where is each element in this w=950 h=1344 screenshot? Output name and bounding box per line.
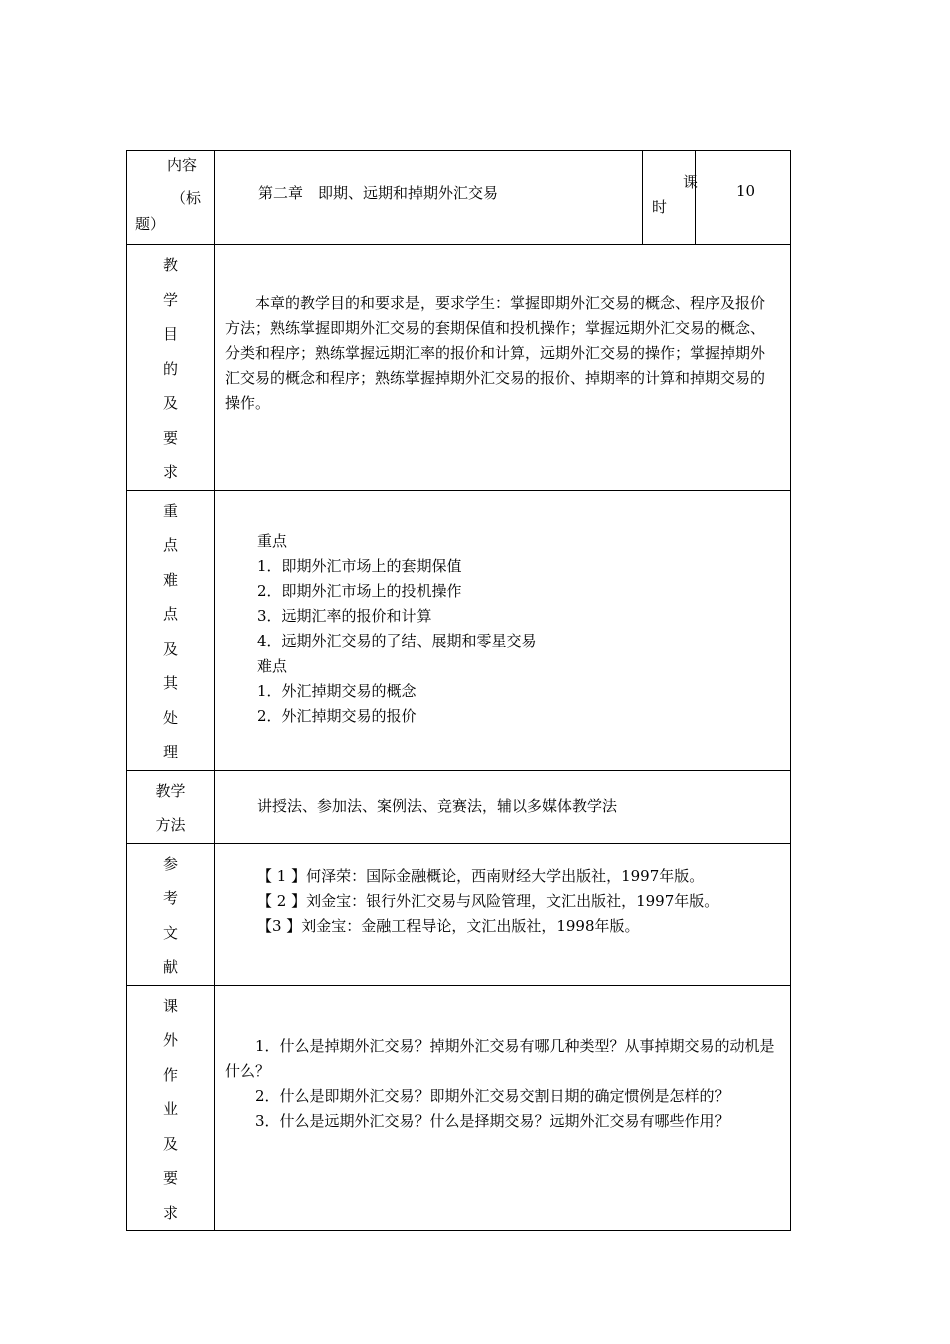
homework-label-char: 要 <box>162 1169 178 1187</box>
reference-item: 【 1 】何泽荣：国际金融概论，西南财经大学出版社，1997年版。 <box>257 866 705 885</box>
reference-item: 【 2 】刘金宝：银行外汇交易与风险管理，文汇出版社，1997年版。 <box>257 891 720 910</box>
references-label-char: 文 <box>162 923 178 942</box>
header-row <box>127 151 791 245</box>
hours-label-bottom: 时 <box>652 198 668 216</box>
key-points-label <box>127 490 215 770</box>
focus-heading: 重点 <box>257 531 288 550</box>
key-points-label-char: 处 <box>162 708 178 727</box>
objectives-label-char: 的 <box>162 359 178 378</box>
objectives-row <box>127 245 791 491</box>
objectives-label <box>127 245 215 491</box>
key-points-label-char: 点 <box>162 536 178 554</box>
content-label-line1: 内容 <box>167 156 198 174</box>
references-label <box>127 843 215 985</box>
key-points-label-char: 点 <box>162 605 178 623</box>
methods-label-line2: 方法 <box>155 816 186 834</box>
homework-label <box>127 985 215 1231</box>
chapter-title-cell <box>215 151 643 245</box>
homework-label-char: 课 <box>162 996 178 1015</box>
difficulty-item: 2．外汇掉期交易的报价 <box>257 706 417 725</box>
objectives-label-char: 学 <box>162 290 178 309</box>
homework-label-char: 业 <box>162 1100 178 1118</box>
key-points-label-char: 难 <box>162 570 178 589</box>
hours-value: 10 <box>736 182 756 200</box>
hours-label-top: 课 <box>683 173 699 191</box>
methods-label-line1: 教学 <box>155 781 186 800</box>
methods-label <box>127 770 215 843</box>
objectives-text: 本章的教学目的和要求是，要求学生：掌握即期外汇交易的概念、程序及报价方法；熟练掌握即期外汇交易的套期保值和投机操作；掌握远期外汇交易的概念、分类和程序；熟练掌握远期汇率的报价和计算，远期外汇交易的操作；掌握掉期外汇交易的概念和程序；熟练掌握掉期外汇交易的报价、掉期率的计算和掉期交易的操作。 <box>225 294 766 412</box>
homework-item: 2．什么是即期外汇交易？即期外汇交易交割日期的确定惯例是怎样的？ <box>255 1086 730 1105</box>
key-points-label-char: 及 <box>162 639 178 658</box>
content-label-line2: （标 <box>171 189 202 207</box>
objectives-label-char: 及 <box>162 394 178 412</box>
homework-label-char: 作 <box>162 1065 178 1084</box>
focus-item: 4．远期外汇交易的了结、展期和零星交易 <box>257 631 537 650</box>
key-points-label-char: 重 <box>162 501 178 520</box>
homework-label-char: 及 <box>162 1134 178 1153</box>
homework-content <box>215 985 791 1231</box>
objectives-label-char: 教 <box>162 256 178 274</box>
focus-item: 1．即期外汇市场上的套期保值 <box>257 556 462 575</box>
objectives-label-char: 目 <box>162 325 178 343</box>
difficulty-item: 1．外汇掉期交易的概念 <box>257 681 417 700</box>
key-points-label-char: 其 <box>162 674 178 692</box>
homework-item: 3．什么是远期外汇交易？什么是择期交易？远期外汇交易有哪些作用？ <box>255 1111 730 1130</box>
difficulty-heading: 难点 <box>257 656 288 675</box>
references-label-char: 参 <box>162 854 178 873</box>
content-title-label <box>127 151 215 245</box>
methods-row <box>127 770 791 843</box>
references-label-char: 考 <box>162 889 178 907</box>
references-label-char: 献 <box>162 958 178 976</box>
hours-label-cell <box>643 151 699 245</box>
references-content <box>215 843 791 985</box>
objectives-label-char: 要 <box>162 428 178 447</box>
hours-value-cell <box>696 151 791 245</box>
methods-text: 讲授法、参加法、案例法、竞赛法，辅以多媒体教学法 <box>257 796 618 815</box>
homework-item: 1．什么是掉期外汇交易？掉期外汇交易有哪几种类型？从事掉期交易的动机是什么？ <box>225 1036 775 1080</box>
methods-content <box>215 770 791 843</box>
homework-row <box>127 985 791 1231</box>
focus-item: 2．即期外汇市场上的投机操作 <box>257 581 462 600</box>
lesson-plan-table <box>126 150 791 1231</box>
key-points-label-char: 理 <box>162 743 178 761</box>
focus-item: 3．远期汇率的报价和计算 <box>257 606 432 625</box>
references-row <box>127 843 791 985</box>
key-points-content <box>215 490 791 770</box>
chapter-title: 第二章 即期、远期和掉期外汇交易 <box>258 184 499 202</box>
homework-label-char: 外 <box>162 1031 178 1049</box>
objectives-content <box>215 245 791 491</box>
content-label-line3: 题） <box>135 215 166 233</box>
key-points-row <box>127 490 791 770</box>
objectives-label-char: 求 <box>162 463 178 481</box>
reference-item: 【3 】刘金宝：金融工程导论，文汇出版社，1998年版。 <box>257 916 640 935</box>
homework-label-char: 求 <box>162 1203 178 1222</box>
